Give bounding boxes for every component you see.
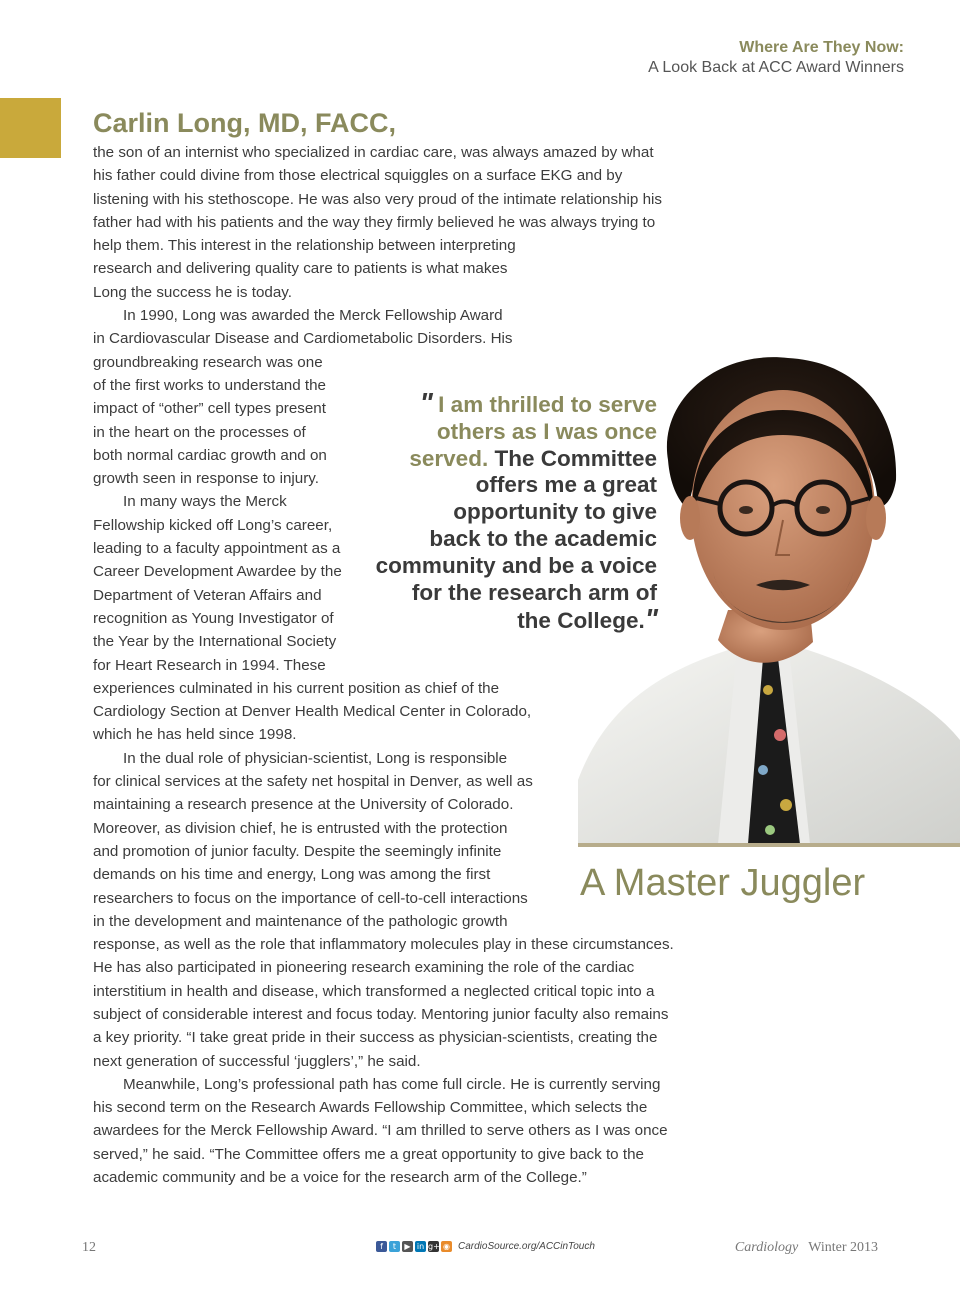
body-line: interstitium in health and disease, which transformed a neglected critical topic into a	[93, 982, 655, 1000]
body-line: Fellowship kicked off Long’s career,	[93, 516, 333, 534]
body-line: help them. This interest in the relationship between interpreting	[93, 237, 516, 255]
body-line: the Year by the International Society	[93, 633, 337, 651]
pull-quote-line: offers me a great	[475, 472, 657, 498]
body-line: academic community and be a voice for the research arm of the College.”	[93, 1169, 587, 1187]
close-quote-mark: "	[644, 603, 657, 635]
pull-quote-text: I am thrilled to serve	[438, 392, 657, 417]
footer-url-link[interactable]: CardioSource.org/ACCinTouch	[458, 1241, 595, 1252]
pull-quote-line: back to the academic	[429, 525, 657, 551]
body-line: growth seen in response to injury.	[93, 470, 319, 488]
pull-quote-line	[370, 446, 657, 473]
body-line: served,” he said. “The Committee offers me a great opportunity to give back to the	[93, 1145, 644, 1163]
body-line: of the first works to understand the	[93, 376, 326, 394]
body-line: leading to a faculty appointment as a	[93, 540, 341, 558]
body-line: in Cardiovascular Disease and Cardiometabolic Disorders. His	[93, 330, 513, 348]
footer-publication	[735, 1240, 878, 1256]
pull-quote-line: community and be a voice	[375, 552, 657, 578]
body-line: researchers to focus on the importance of cell-to-cell interactions	[93, 889, 528, 907]
body-line: In the dual role of physician-scientist, Long is responsible	[123, 749, 508, 767]
running-header	[648, 38, 904, 78]
article-heading-name: Carlin Long, MD, FACC,	[93, 108, 396, 138]
body-line: maintaining a research presence at the University of Colorado.	[93, 796, 514, 814]
twitter-icon[interactable]: t	[389, 1241, 400, 1252]
body-line: Department of Veteran Affairs and	[93, 586, 322, 604]
body-line: Moreover, as division chief, he is entrusted with the protection	[93, 819, 508, 837]
body-line: the son of an internist who specialized in cardiac care, was always amazed by what	[93, 144, 654, 161]
body-line: awardees for the Merck Fellowship Award. “I am thrilled to serve others as I was once	[93, 1122, 668, 1140]
pull-quote	[370, 387, 657, 635]
pull-quote-line: others as I was once	[436, 418, 657, 444]
pull-quote-line: opportunity to give	[453, 499, 657, 525]
body-line: In 1990, Long was awarded the Merck Fellowship Award	[123, 307, 503, 325]
pull-quote-text: served.	[409, 445, 489, 471]
pull-quote-text: the College.	[517, 608, 645, 634]
body-line: demands on his time and energy, Long was among the first	[93, 866, 491, 884]
body-line: research and delivering quality care to patients is what makes	[93, 260, 508, 278]
body-line: Career Development Awardee by the	[93, 563, 342, 581]
pull-quote-line	[370, 603, 657, 635]
body-line: father had with his patients and the way they firmly believed he was always trying to	[93, 213, 656, 231]
section-title: A Master Juggler	[580, 862, 866, 904]
pull-quote-text: The Committee	[494, 445, 657, 471]
pull-quote-line: for the research arm of	[411, 579, 657, 605]
pull-quote-line	[370, 387, 657, 419]
body-line: his father could divine from those electrical squiggles on a surface EKG and by	[93, 167, 623, 185]
social-links	[376, 1241, 595, 1252]
gold-tab-accent	[0, 98, 61, 158]
facebook-icon[interactable]: f	[376, 1241, 387, 1252]
rss-icon[interactable]: ◉	[441, 1241, 452, 1252]
body-line: for clinical services at the safety net hospital in Denver, as well as	[93, 773, 533, 791]
header-subtitle: A Look Back at ACC Award Winners	[648, 59, 904, 76]
photo-divider	[578, 843, 960, 847]
body-line: He has also participated in pioneering research examining the role of the cardiac	[93, 959, 635, 977]
open-quote-mark: "	[419, 387, 432, 418]
body-line: next generation of successful ‘jugglers’,” he said.	[93, 1052, 421, 1070]
body-line: experiences culminated in his current position as chief of the	[93, 679, 500, 697]
issue-date: Winter 2013	[808, 1240, 878, 1255]
body-line: Cardiology Section at Denver Health Medical Center in Colorado,	[93, 703, 532, 721]
body-line: subject of considerable interest and focus today. Mentoring junior faculty also remains	[93, 1005, 669, 1023]
body-line: Long the success he is today.	[93, 283, 292, 301]
body-line: groundbreaking research was one	[93, 353, 323, 371]
body-line: recognition as Young Investigator of	[93, 609, 334, 627]
body-line: in the development and maintenance of the pathologic growth	[93, 912, 508, 930]
page-number: 12	[82, 1240, 96, 1255]
magazine-name: Cardiology	[734, 1240, 799, 1255]
body-line: Meanwhile, Long’s professional path has come full circle. He is currently serving	[123, 1075, 661, 1093]
body-line: both normal cardiac growth and on	[93, 446, 327, 464]
body-line: and promotion of junior faculty. Despite the seemingly infinite	[93, 842, 502, 860]
body-line: listening with his stethoscope. He was also very proud of the intimate relationship his	[93, 190, 662, 208]
body-line: which he has held since 1998.	[93, 726, 297, 744]
youtube-icon[interactable]: ▶	[402, 1241, 413, 1252]
body-line: impact of “other” cell types present	[93, 400, 326, 418]
googleplus-icon[interactable]: g+	[428, 1242, 440, 1251]
linkedin-icon[interactable]: in	[416, 1242, 425, 1251]
header-title: Where Are They Now:	[739, 39, 904, 56]
body-line: response, as well as the role that inflammatory molecules play in these circumstances.	[93, 936, 674, 954]
body-line: In many ways the Merck	[123, 493, 287, 511]
body-line: in the heart on the processes of	[93, 423, 306, 441]
body-line: for Heart Research in 1994. These	[93, 656, 326, 674]
body-line: a key priority. “I take great pride in their success as physician-scientists, creating the	[93, 1029, 658, 1047]
body-line: his second term on the Research Awards Fellowship Committee, which selects the	[93, 1099, 648, 1117]
